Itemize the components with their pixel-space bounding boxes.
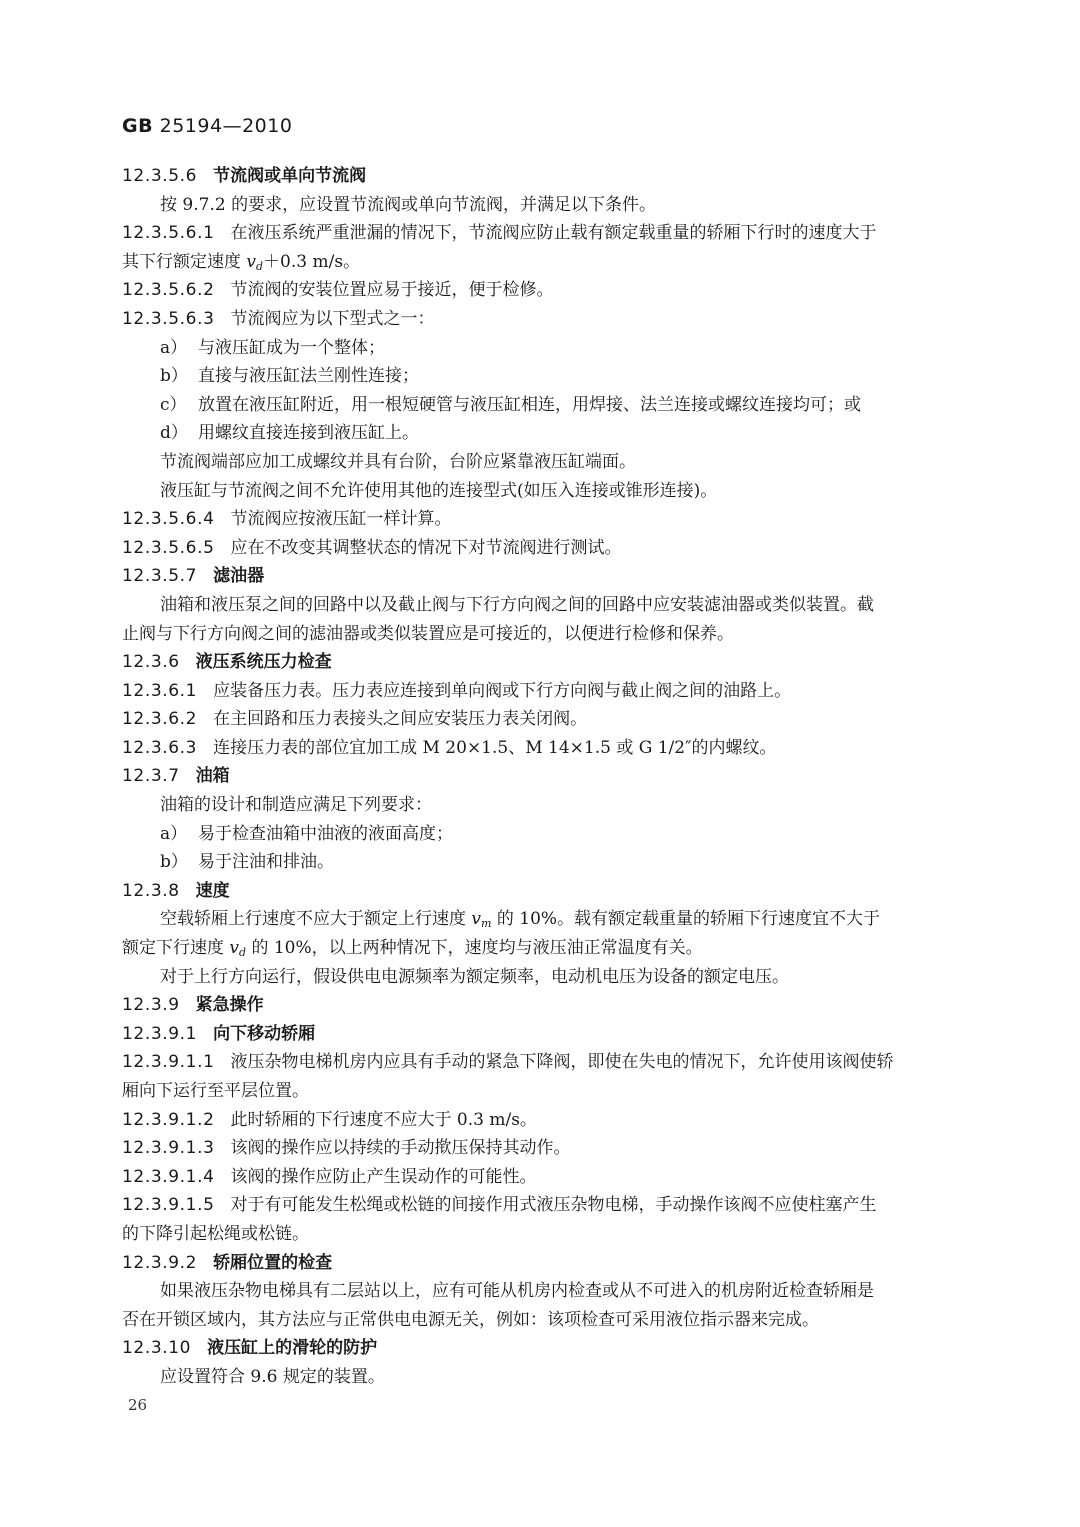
paragraph: 按 9.7.2 的要求，应设置节流阀或单向节流阀，并满足以下条件。 [160,194,657,215]
paragraph [122,905,960,934]
section-heading [122,1334,960,1363]
clause-continuation [122,248,960,277]
list-item [122,334,960,363]
paragraph: 如果液压杂物电梯具有二层站以上，应有可能从机房内检查或从不可进入的机房附近检查轿厢是 [160,1281,874,1302]
clause-text: 液压杂物电梯机房内应具有手动的紧急下降阀，即使在失电的情况下，允许使用该阀使轿 [230,1052,894,1073]
section-number: 12.3.5.6 [122,166,198,186]
standard-prefix: GB [122,115,154,137]
section-number: 12.3.9 [122,995,180,1016]
text-run: ＋0.3 m/s。 [263,251,361,272]
section-heading [122,562,960,591]
clause-number: 12.3.9.1.5 [122,1195,215,1216]
clause-number: 12.3.6.2 [122,709,198,730]
list-text: 与液压缸成为一个整体； [198,337,385,358]
section-number: 12.3.8 [122,880,180,901]
clause-text: 在液压系统严重泄漏的情况下，节流阀应防止载有额定载重量的轿厢下行时的速度大于 [230,223,877,244]
velocity-subscript: m [481,917,492,931]
list-item [122,362,960,391]
section-heading [122,1020,960,1049]
clause [122,1191,960,1220]
section-heading [122,648,960,677]
clause-number: 12.3.5.6.4 [122,509,215,530]
section-title: 紧急操作 [195,995,264,1016]
text-run: 额定下行速度 [122,938,230,959]
paragraph-continuation: 否在开锁区域内，其方法应与正常供电电源无关，例如：该项检查可采用液位指示器来完成。 [122,1309,819,1330]
paragraph: 油箱和液压泵之间的回路中以及截止阀与下行方向阀之间的回路中应安装滤油器或类似装置。截 [160,594,874,615]
text-run: 的 10%，以上两种情况下，速度均与液压油正常温度有关。 [246,938,703,959]
clause-number: 12.3.9.1.1 [122,1052,215,1073]
paragraph-continuation: 止阀与下行方向阀之间的滤油器或类似装置应是可接近的，以便进行检修和保养。 [122,623,734,644]
clause [122,505,960,534]
clause [122,1134,960,1163]
section-title: 向下移动轿厢 [213,1023,316,1044]
section-heading [122,762,960,791]
velocity-subscript: d [239,946,247,960]
text-run: 空载轿厢上行速度不应大于额定上行速度 [160,909,472,930]
clause [122,305,960,334]
list-marker: a） [160,337,188,358]
clause-text: 应在不改变其调整状态的情况下对节流阀进行测试。 [230,537,622,558]
clause-continuation: 厢向下运行至平层位置。 [122,1081,309,1101]
paragraph: 液压缸与节流阀之间不允许使用其他的连接型式(如压入连接或锥形连接)。 [160,480,718,501]
list-marker: c） [160,394,187,415]
text-run: 其下行额定速度 [122,251,247,272]
list-text: 放置在液压缸附近，用一根短硬管与液压缸相连，用焊接、法兰连接或螺纹连接均可；或 [198,394,861,415]
section-number: 12.3.5.7 [122,566,198,587]
velocity-symbol: v [229,938,240,959]
clause-text: 在主回路和压力表接头之间应安装压力表关闭阀。 [213,709,588,730]
document-body [122,162,960,1392]
clause-number: 12.3.5.6.3 [122,308,215,329]
paragraph: 对于上行方向运行，假设供电电源频率为额定频率，电动机电压为设备的额定电压。 [160,966,789,987]
clause-text: 节流阀应按液压缸一样计算。 [230,509,452,530]
clause-text: 此时轿厢的下行速度不应大于 0.3 m/s。 [230,1109,537,1130]
velocity-symbol: v [246,251,257,272]
section-title: 节流阀或单向节流阀 [213,166,367,186]
section-title: 速度 [195,880,230,901]
clause [122,734,960,763]
paragraph: 节流阀端部应加工成螺纹并具有台阶，台阶应紧靠液压缸端面。 [160,451,636,472]
clause [122,1163,960,1192]
standard-number: 25194—2010 [159,115,293,137]
clause-number: 12.3.5.6.2 [122,280,215,301]
section-heading [122,1249,960,1278]
section-heading [122,991,960,1020]
section-title: 油箱 [195,766,230,787]
clause [122,1048,960,1077]
page-number: 26 [128,1396,148,1414]
list-marker: b） [160,852,188,873]
clause [122,534,960,563]
list-item [122,391,960,420]
section-title: 滤油器 [213,566,265,587]
section-number: 12.3.9.2 [122,1252,198,1273]
section-title: 液压缸上的滑轮的防护 [207,1338,378,1359]
clause-number: 12.3.6.1 [122,680,198,701]
section-title: 液压系统压力检查 [195,652,332,673]
list-text: 直接与液压缸法兰刚性连接； [198,366,419,387]
clause-text: 节流阀应为以下型式之一： [230,308,435,329]
clause-text: 节流阀的安装位置应易于接近，便于检修。 [230,280,554,301]
clause [122,677,960,706]
list-marker: b） [160,366,188,387]
section-number: 12.3.7 [122,766,180,787]
clause-continuation: 的下降引起松绳或松链。 [122,1223,309,1244]
list-text: 易于检查油箱中油液的液面高度； [198,823,453,844]
list-item [122,848,960,877]
paragraph-continuation [122,934,960,963]
text-run: 的 10%。载有额定载重量的轿厢下行速度宜不大于 [491,909,881,930]
section-number: 12.3.10 [122,1338,192,1359]
list-text: 用螺纹直接连接到液压缸上。 [198,423,419,444]
list-marker: a） [160,823,188,844]
clause-text: 该阀的操作应以持续的手动揿压保持其动作。 [230,1138,571,1159]
velocity-symbol: v [471,909,482,930]
clause-number: 12.3.6.3 [122,737,198,758]
paragraph: 油箱的设计和制造应满足下列要求： [160,795,432,816]
list-marker: d） [160,423,188,444]
clause [122,219,960,248]
list-item [122,820,960,849]
clause-number: 12.3.5.6.5 [122,537,215,558]
clause-text: 该阀的操作应防止产生误动作的可能性。 [230,1166,537,1187]
standard-header [122,115,292,137]
section-title: 轿厢位置的检查 [213,1252,333,1273]
clause-text: 对于有可能发生松绳或松链的间接作用式液压杂物电梯，手动操作该阀不应使柱塞产生 [230,1195,877,1216]
list-item [122,419,960,448]
clause [122,1106,960,1135]
paragraph: 应设置符合 9.6 规定的装置。 [160,1366,385,1387]
section-heading [122,162,960,191]
clause-text: 应装备压力表。压力表应连接到单向阀或下行方向阀与截止阀之间的油路上。 [213,680,792,701]
section-number: 12.3.6 [122,652,180,673]
clause-number: 12.3.9.1.2 [122,1109,215,1130]
section-number: 12.3.9.1 [122,1023,198,1044]
velocity-subscript: d [256,259,264,273]
clause-number: 12.3.9.1.4 [122,1166,215,1187]
clause [122,705,960,734]
clause [122,276,960,305]
list-text: 易于注油和排油。 [198,852,334,873]
clause-number: 12.3.9.1.3 [122,1138,215,1159]
clause-number: 12.3.5.6.1 [122,223,215,244]
section-heading [122,877,960,906]
clause-text: 连接压力表的部位宜加工成 M 20×1.5、M 14×1.5 或 G 1/2″的内螺纹。 [213,737,777,758]
